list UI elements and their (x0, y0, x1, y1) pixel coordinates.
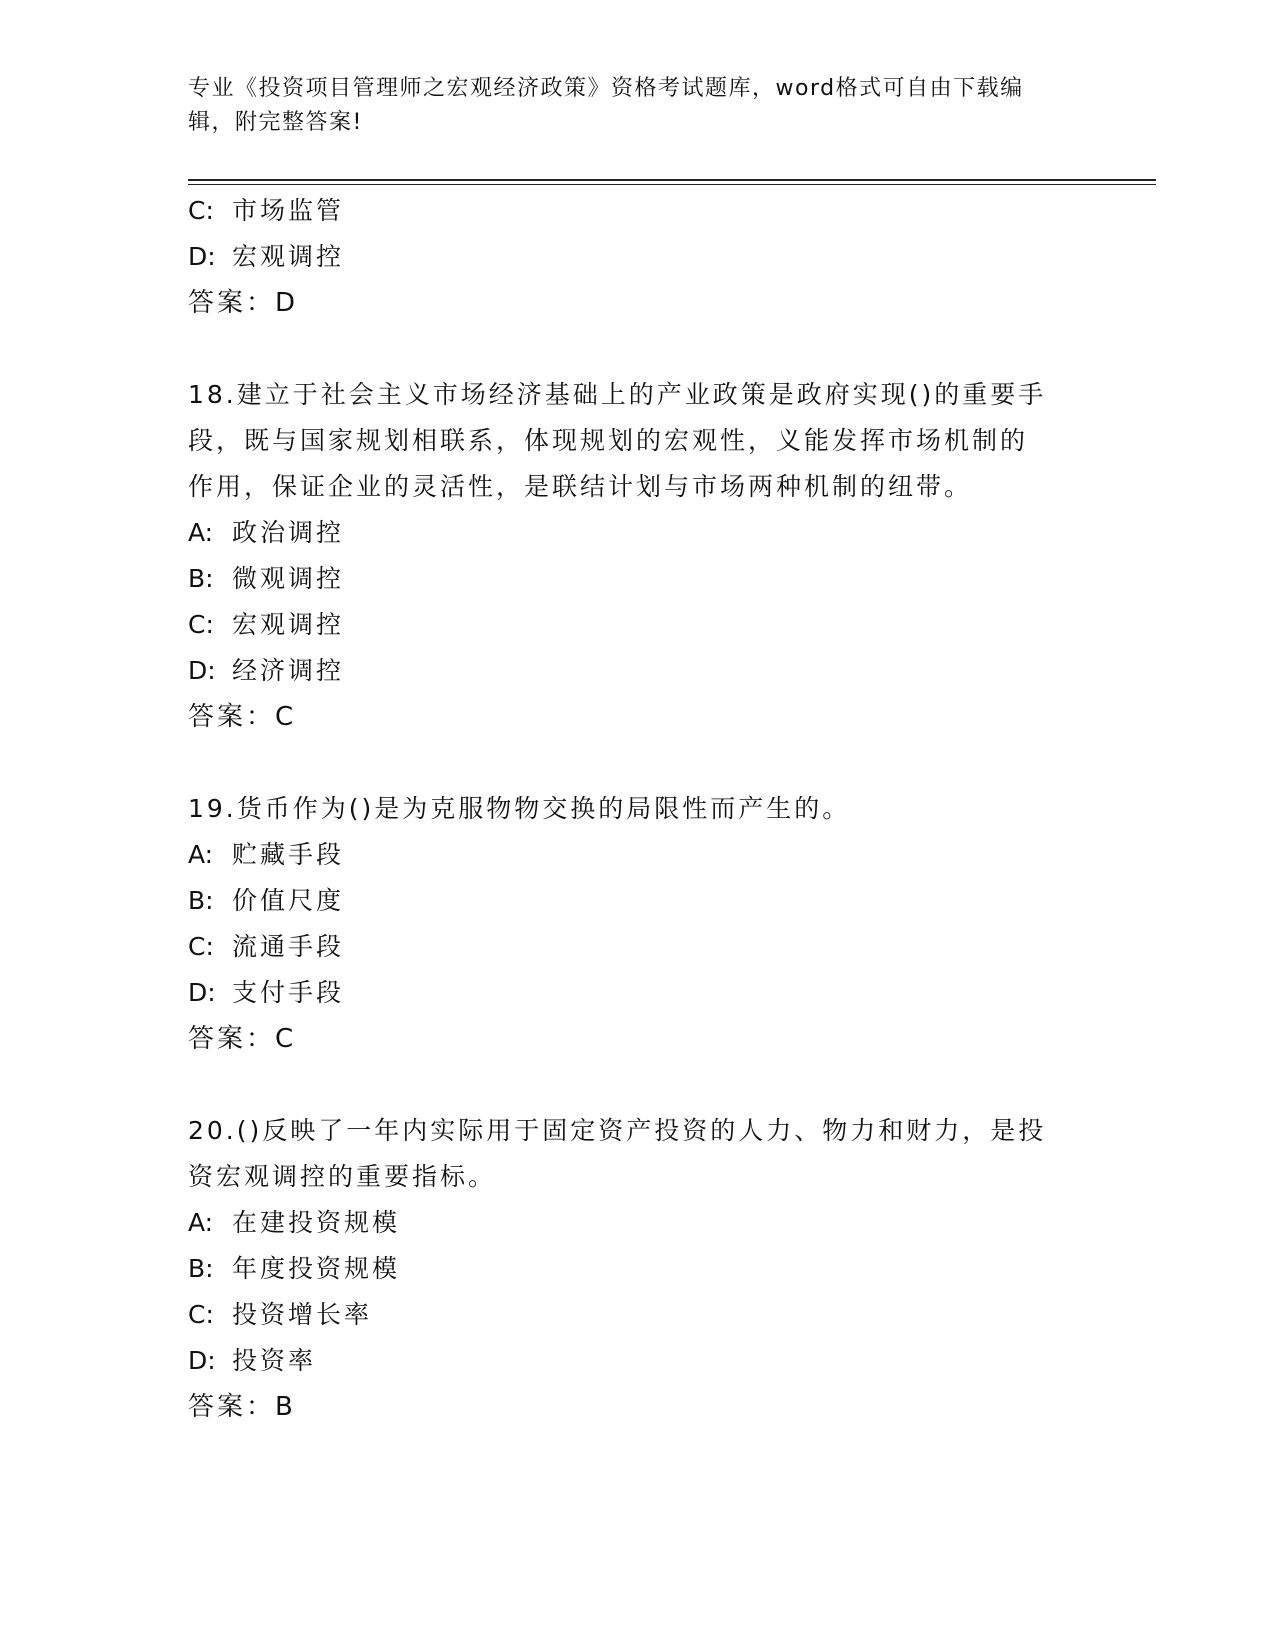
header-divider-thick (188, 179, 1156, 181)
header-line-2: 辑，附完整答案! (188, 110, 363, 135)
option-text: 支付手段 (232, 978, 345, 1007)
option-key: C: (188, 610, 214, 639)
spacer (188, 326, 1088, 372)
option-row (188, 556, 1088, 602)
question-stem-line: 资宏观调控的重要指标。 (188, 1162, 497, 1191)
question-stem-line: 19.货币作为()是为克服物物交换的局限性而产生的。 (188, 794, 851, 823)
spacer (188, 740, 1088, 786)
option-text: 投资率 (232, 1346, 317, 1375)
answer-line: 答案：C (188, 1024, 297, 1054)
option-row (188, 970, 1088, 1016)
option-text: 经济调控 (232, 656, 345, 685)
option-key: A: (188, 1208, 214, 1237)
option-row (188, 1246, 1088, 1292)
option-text: 宏观调控 (232, 242, 345, 271)
option-text: 贮藏手段 (232, 840, 345, 869)
option-text: 投资增长率 (232, 1300, 373, 1329)
option-text: 宏观调控 (232, 610, 345, 639)
question-stem-line: 18.建立于社会主义市场经济基础上的产业政策是政府实现()的重要手 (188, 380, 1047, 409)
answer-line: 答案：B (188, 1392, 296, 1422)
option-key: D: (188, 978, 216, 1007)
option-key: B: (188, 1254, 214, 1283)
option-key: D: (188, 242, 216, 271)
option-row (188, 510, 1088, 556)
option-row (188, 832, 1088, 878)
option-key: A: (188, 518, 214, 547)
option-text: 市场监管 (232, 196, 345, 225)
option-key: D: (188, 1346, 216, 1375)
question-19 (188, 786, 1088, 1062)
question-17-continued (188, 188, 1088, 326)
question-content (188, 188, 1088, 1430)
option-row (188, 1292, 1088, 1338)
option-key: A: (188, 840, 214, 869)
question-stem-line: 作用，保证企业的灵活性，是联结计划与市场两种机制的纽带。 (188, 472, 973, 501)
option-row (188, 1338, 1088, 1384)
page-header (188, 72, 1078, 140)
option-text: 微观调控 (232, 564, 345, 593)
answer-line: 答案：C (188, 702, 297, 732)
option-row (188, 878, 1088, 924)
option-row (188, 602, 1088, 648)
option-key: C: (188, 196, 214, 225)
option-row (188, 234, 1088, 280)
question-stem-line: 段，既与国家规划相联系，体现规划的宏观性，义能发挥市场机制的 (188, 426, 1029, 455)
header-line-1: 专业《投资项目管理师之宏观经济政策》资格考试题库，word格式可自由下载编 (188, 76, 1024, 101)
option-key: C: (188, 1300, 214, 1329)
question-20 (188, 1108, 1088, 1430)
option-key: D: (188, 656, 216, 685)
spacer (188, 1062, 1088, 1108)
option-text: 在建投资规模 (232, 1208, 401, 1237)
option-row (188, 648, 1088, 694)
option-text: 价值尺度 (232, 886, 345, 915)
option-row (188, 1200, 1088, 1246)
option-text: 年度投资规模 (232, 1254, 401, 1283)
option-row (188, 188, 1088, 234)
question-18 (188, 372, 1088, 740)
answer-line: 答案：D (188, 288, 299, 318)
option-key: B: (188, 886, 214, 915)
option-key: B: (188, 564, 214, 593)
option-text: 流通手段 (232, 932, 345, 961)
question-stem-line: 20.()反映了一年内实际用于固定资产投资的人力、物力和财力，是投 (188, 1116, 1047, 1145)
option-row (188, 924, 1088, 970)
option-key: C: (188, 932, 214, 961)
header-divider-thin (188, 184, 1156, 185)
option-text: 政治调控 (232, 518, 345, 547)
